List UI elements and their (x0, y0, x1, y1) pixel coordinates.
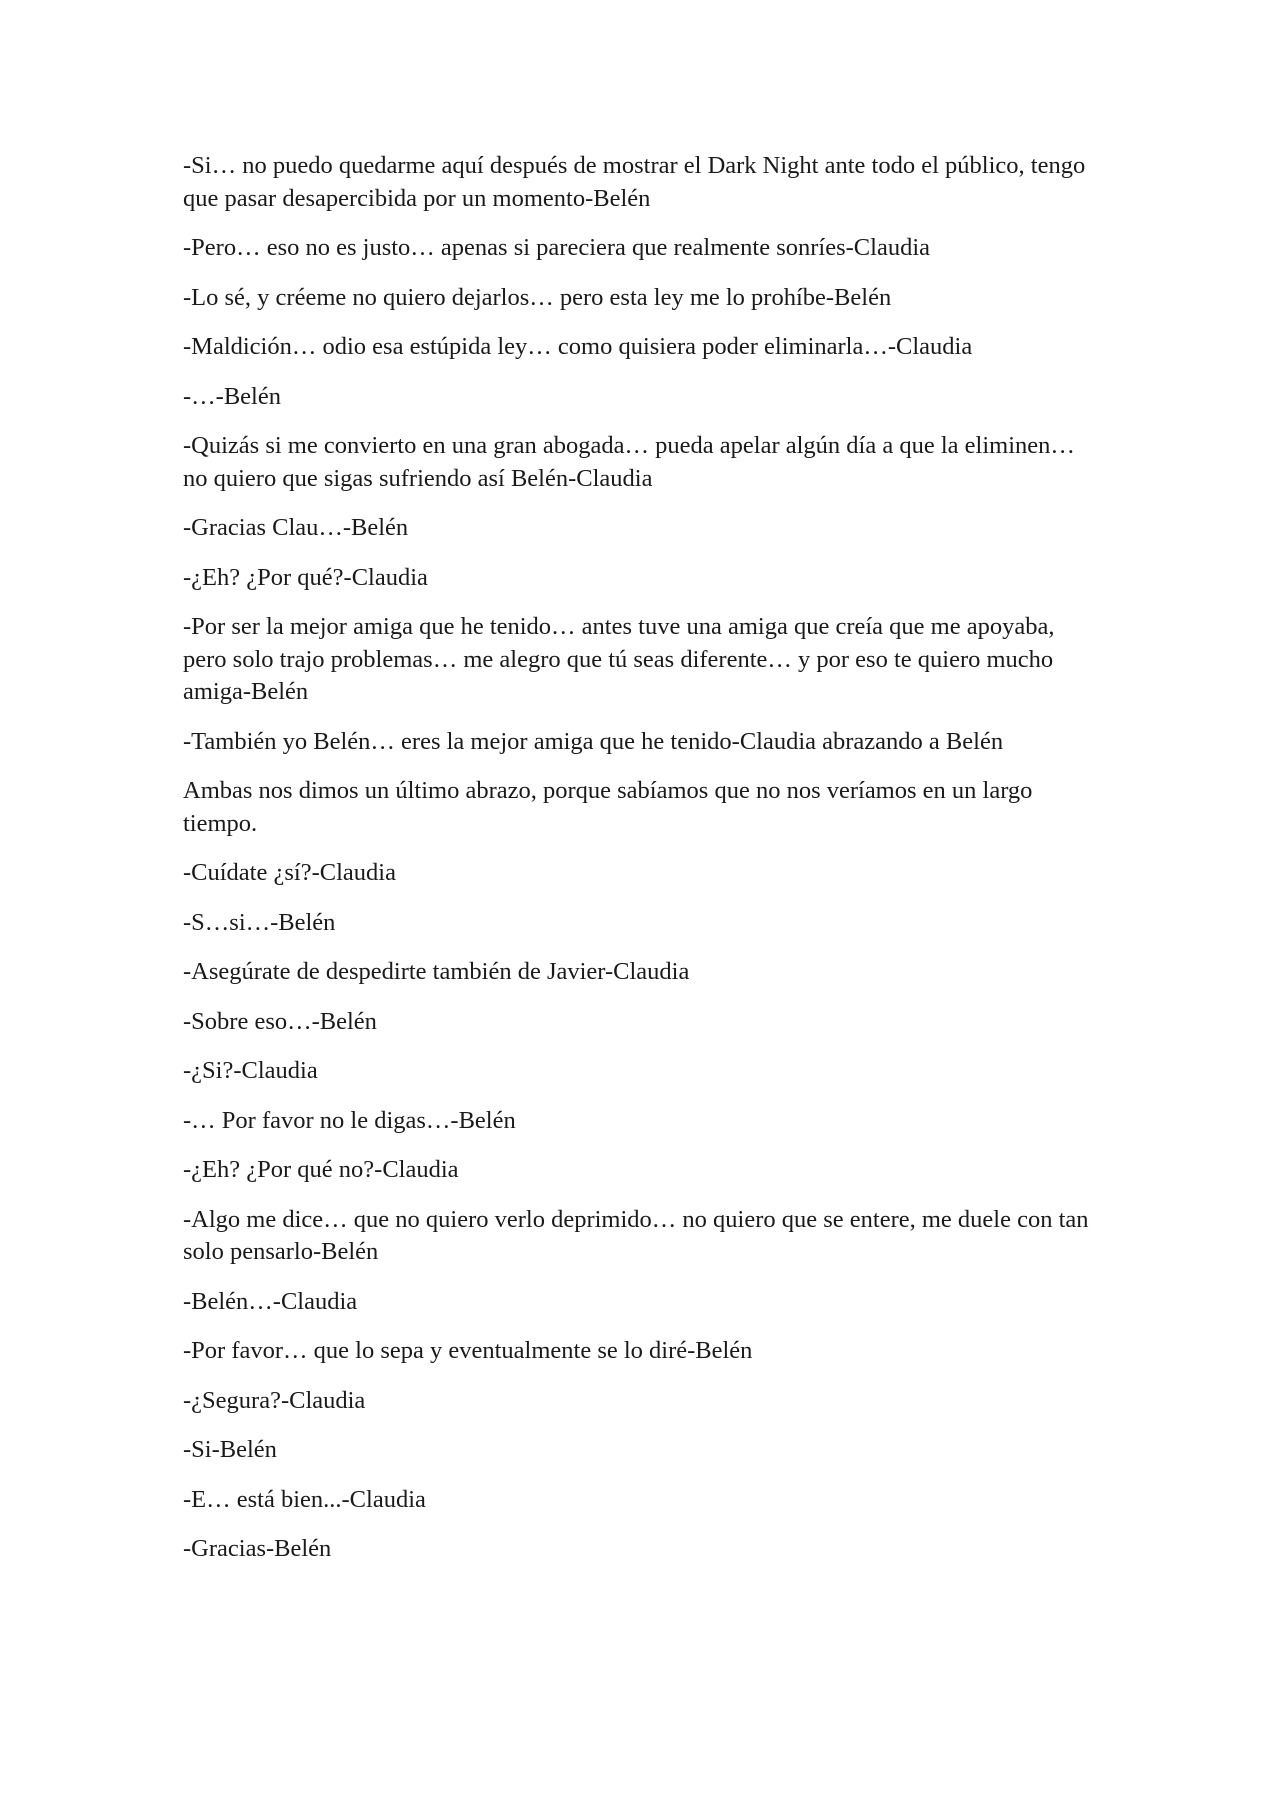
paragraph: -¿Segura?-Claudia (183, 1386, 366, 1414)
paragraph: -¿Si?-Claudia (183, 1057, 318, 1084)
paragraph: -Lo sé, y créeme no quiero dejarlos… pero esta ley me lo prohíbe-Belén (183, 283, 892, 311)
paragraph: -También yo Belén… eres la mejor amiga que he tenido-Claudia abrazando a Belén (183, 727, 1004, 755)
paragraph: -… Por favor no le digas…-Belén (183, 1106, 516, 1134)
paragraph: -¿Eh? ¿Por qué no?-Claudia (183, 1156, 459, 1183)
paragraph: -Quizás si me convierto en una gran abogada… pueda apelar algún día a que la eliminen… no quiero que sigas sufriendo así Belén-Claudia (183, 432, 1075, 492)
paragraph: -Por ser la mejor amiga que he tenido… antes tuve una amiga que creía que me apoyaba, pero solo trajo problemas… me alegro que tú seas diferente… y por eso te quiero mucho amiga-Belén (183, 613, 1055, 705)
paragraph: -Belén…-Claudia (183, 1287, 358, 1315)
paragraph: -Si-Belén (183, 1436, 277, 1463)
paragraph: -Por favor… que lo sepa y eventualmente se lo diré-Belén (183, 1337, 753, 1364)
paragraph: -…-Belén (183, 382, 281, 410)
paragraph: -S…si…-Belén (183, 908, 336, 936)
paragraph: Ambas nos dimos un último abrazo, porque sabíamos que no nos veríamos en un largo tiempo. (183, 777, 1033, 837)
paragraph: -Pero… eso no es justo… apenas si pareciera que realmente sonríes-Claudia (183, 234, 930, 261)
paragraph: -Cuídate ¿sí?-Claudia (183, 859, 396, 886)
paragraph: -Gracias Clau…-Belén (183, 514, 409, 541)
paragraph: -Algo me dice… que no quiero verlo deprimido… no quiero que se entere, me duele con tan solo pensarlo-Belén (183, 1205, 1089, 1265)
paragraph: -Sobre eso…-Belén (183, 1007, 377, 1035)
document-body (183, 150, 1103, 1583)
paragraph: -Gracias-Belén (183, 1535, 332, 1562)
paragraph: -E… está bien...-Claudia (183, 1485, 426, 1513)
paragraph: -Asegúrate de despedirte también de Javier-Claudia (183, 958, 690, 985)
paragraph: -Maldición… odio esa estúpida ley… como quisiera poder eliminarla…-Claudia (183, 333, 973, 360)
paragraph: -Si… no puedo quedarme aquí después de mostrar el Dark Night ante todo el público, tengo que pasar desapercibida por un momento-Belén (183, 152, 1086, 212)
paragraph: -¿Eh? ¿Por qué?-Claudia (183, 563, 428, 591)
